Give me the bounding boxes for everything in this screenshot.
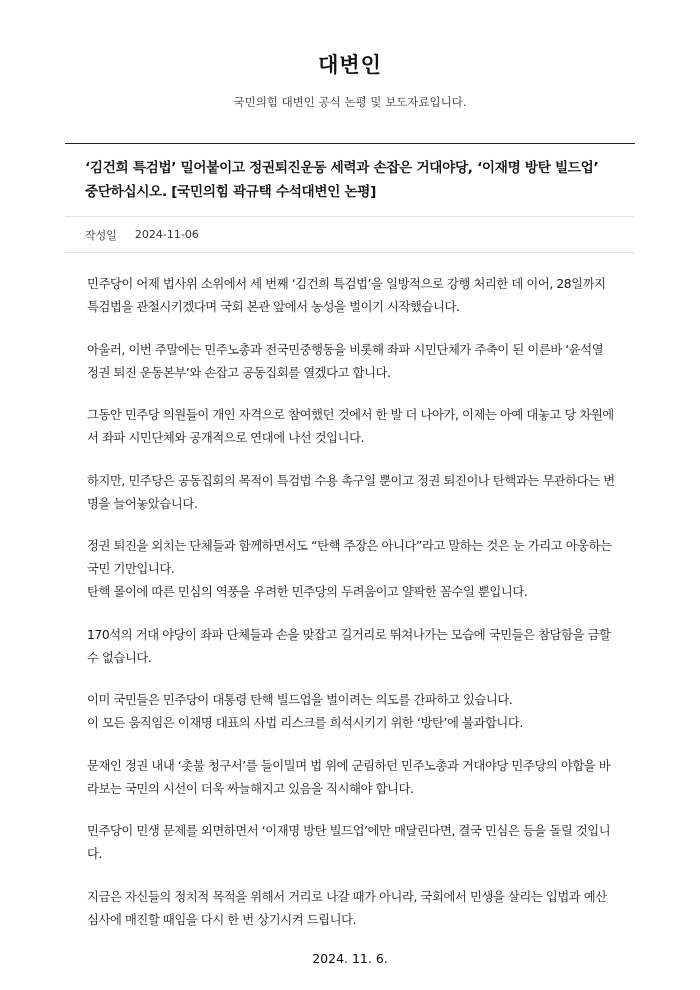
press-release-article (65, 143, 635, 966)
paragraph-line: 이미 국민들은 민주당이 대통령 탄핵 빌드업을 벌이려는 의도를 간파하고 있습니다. (87, 693, 513, 707)
body-paragraph (87, 470, 615, 516)
body-paragraph (87, 820, 615, 866)
body-paragraph (87, 755, 615, 801)
paragraph-line: 170석의 거대 야당이 좌파 단체들과 손을 맞잡고 길거리로 뛰쳐나가는 모습에 국민들은 참담함을 금할 수 없습니다. (87, 627, 611, 665)
body-paragraph (87, 535, 615, 604)
body-paragraph (87, 886, 615, 932)
paragraph-line: 지금은 자신들의 정치적 목적을 위해서 거리로 나갈 때가 아니라, 국회에서 민생을 살리는 입법과 예산 심사에 매진할 때임을 다시 한 번 상기시켜 드립니다. (87, 889, 607, 927)
body-paragraph (87, 339, 615, 385)
body-paragraph (87, 404, 615, 450)
paragraph-line: 하지만, 민주당은 공동집회의 목적이 특검법 수용 촉구일 뿐이고 정권 퇴진이나 탄핵과는 무관하다는 변명을 늘어놓았습니다. (87, 473, 615, 511)
article-title: ‘김건희 특검법’ 밀어붙이고 정권퇴진운동 세력과 손잡은 거대야당, ‘이재명 방탄 빌드업’ 중단하십시오. [국민의힘 곽규택 수석대변인 논평] (85, 160, 599, 200)
site-header (0, 0, 700, 110)
body-paragraph (87, 624, 615, 670)
meta-row (65, 216, 635, 253)
date-label: 작성일 (85, 228, 117, 242)
signature-date: 2024. 11. 6. (312, 951, 388, 966)
body-paragraph (87, 273, 615, 319)
article-body (65, 253, 635, 932)
paragraph-line: 문재인 정권 내내 ‘촛불 청구서’를 들이밀며 법 위에 군림하던 민주노총과 거대야당 민주당의 야합을 바라보는 국민의 시선이 더욱 싸늘해지고 있음을 직시해야 합니다. (87, 758, 611, 796)
paragraph-line: 아울러, 이번 주말에는 민주노총과 전국민중행동을 비롯해 좌파 시민단체가 주축이 된 이른바 ‘윤석열 정권 퇴진 운동본부’와 손잡고 공동집회를 열겠다고 합니다. (87, 342, 604, 380)
page-title: 대변인 (318, 53, 382, 77)
paragraph-line: 그동안 민주당 의원들이 개인 자격으로 참여했던 것에서 한 발 더 나아가, 이제는 아예 대놓고 당 차원에서 좌파 시민단체와 공개적으로 연대에 나선 것입니다. (87, 408, 614, 445)
paragraph-line: 민주당이 어제 법사위 소위에서 세 번째 ‘김건희 특검법’을 일방적으로 강행 처리한 데 이어, 28일까지 특검법을 관철시키겠다며 국회 본관 앞에서 농성을 벌이기 시작했습니다. (87, 277, 606, 314)
paragraph-line: 이 모든 움직임은 이재명 대표의 사법 리스크를 희석시키기 위한 ‘방탄’에 불과합니다. (87, 716, 523, 730)
paragraph-line: 정권 퇴진을 외치는 단체들과 함께하면서도 “탄핵 주장은 아니다”라고 말하는 것은 눈 가리고 아웅하는 국민 기만입니다. (87, 539, 612, 576)
paragraph-line: 민주당이 민생 문제를 외면하면서 ‘이재명 방탄 빌드업’에만 매달린다면, 결국 민심은 등을 돌릴 것입니다. (87, 824, 611, 861)
body-paragraph (87, 689, 615, 735)
paragraph-line: 탄핵 몰이에 따른 민심의 역풍을 우려한 민주당의 두려움이고 얄팍한 꼼수일 뿐입니다. (87, 585, 528, 599)
date-value: 2024-11-06 (134, 228, 199, 241)
page-subtitle: 국민의힘 대변인 공식 논평 및 보도자료입니다. (233, 95, 467, 109)
